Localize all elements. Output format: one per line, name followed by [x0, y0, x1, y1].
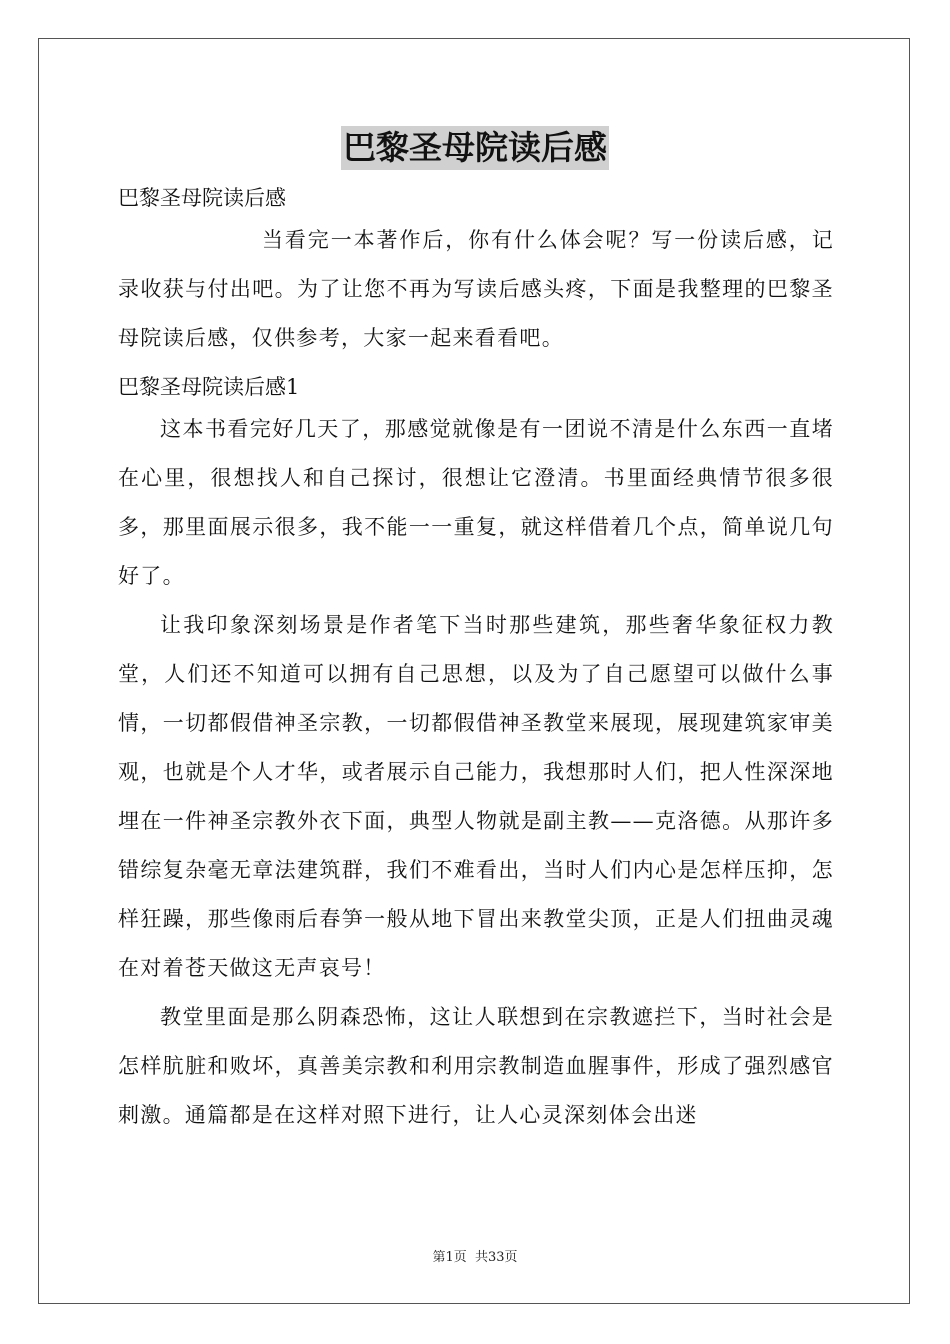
page-footer [0, 1246, 950, 1265]
document-body [118, 180, 834, 1140]
body-paragraph-3: 教堂里面是那么阴森恐怖，这让人联想到在宗教遮拦下，当时社会是怎样肮脏和败坏，真善美宗教和利用宗教制造血腥事件，形成了强烈感官刺激。通篇都是在这样对照下进行，让人心灵深刻体会出迷 [118, 1005, 834, 1127]
page-total: 共33页 [474, 1250, 518, 1265]
document-subtitle: 巴黎圣母院读后感 [118, 186, 286, 210]
page-number: 第1页 [432, 1250, 467, 1265]
body-paragraph-2: 让我印象深刻场景是作者笔下当时那些建筑，那些奢华象征权力教堂，人们还不知道可以拥有自己思想，以及为了自己愿望可以做什么事情，一切都假借神圣宗教，一切都假借神圣教堂来展现，展现建筑家审美观，也就是个人才华，或者展示自己能力，我想那时人们，把人性深深地埋在一件神圣宗教外衣下面，典型人物就是副主教——克洛德。从那许多错综复杂毫无章法建筑群，我们不难看出，当时人们内心是怎样压抑，怎样狂躁，那些像雨后春笋一般从地下冒出来教堂尖顶，正是人们扭曲灵魂在对着苍天做这无声哀号！ [118, 613, 834, 980]
section-heading: 巴黎圣母院读后感1 [118, 375, 300, 399]
intro-paragraph: 当看完一本著作后，你有什么体会呢？写一份读后感，记录收获与付出吧。为了让您不再为写读后感头疼，下面是我整理的巴黎圣母院读后感，仅供参考，大家一起来看看吧。 [118, 228, 834, 350]
document-title: 巴黎圣母院读后感 [341, 126, 609, 170]
body-paragraph-1: 这本书看完好几天了，那感觉就像是有一团说不清是什么东西一直堵在心里，很想找人和自己探讨，很想让它澄清。书里面经典情节很多很多，那里面展示很多，我不能一一重复，就这样借着几个点，简单说几句好了。 [118, 417, 834, 588]
title-container [0, 126, 950, 170]
